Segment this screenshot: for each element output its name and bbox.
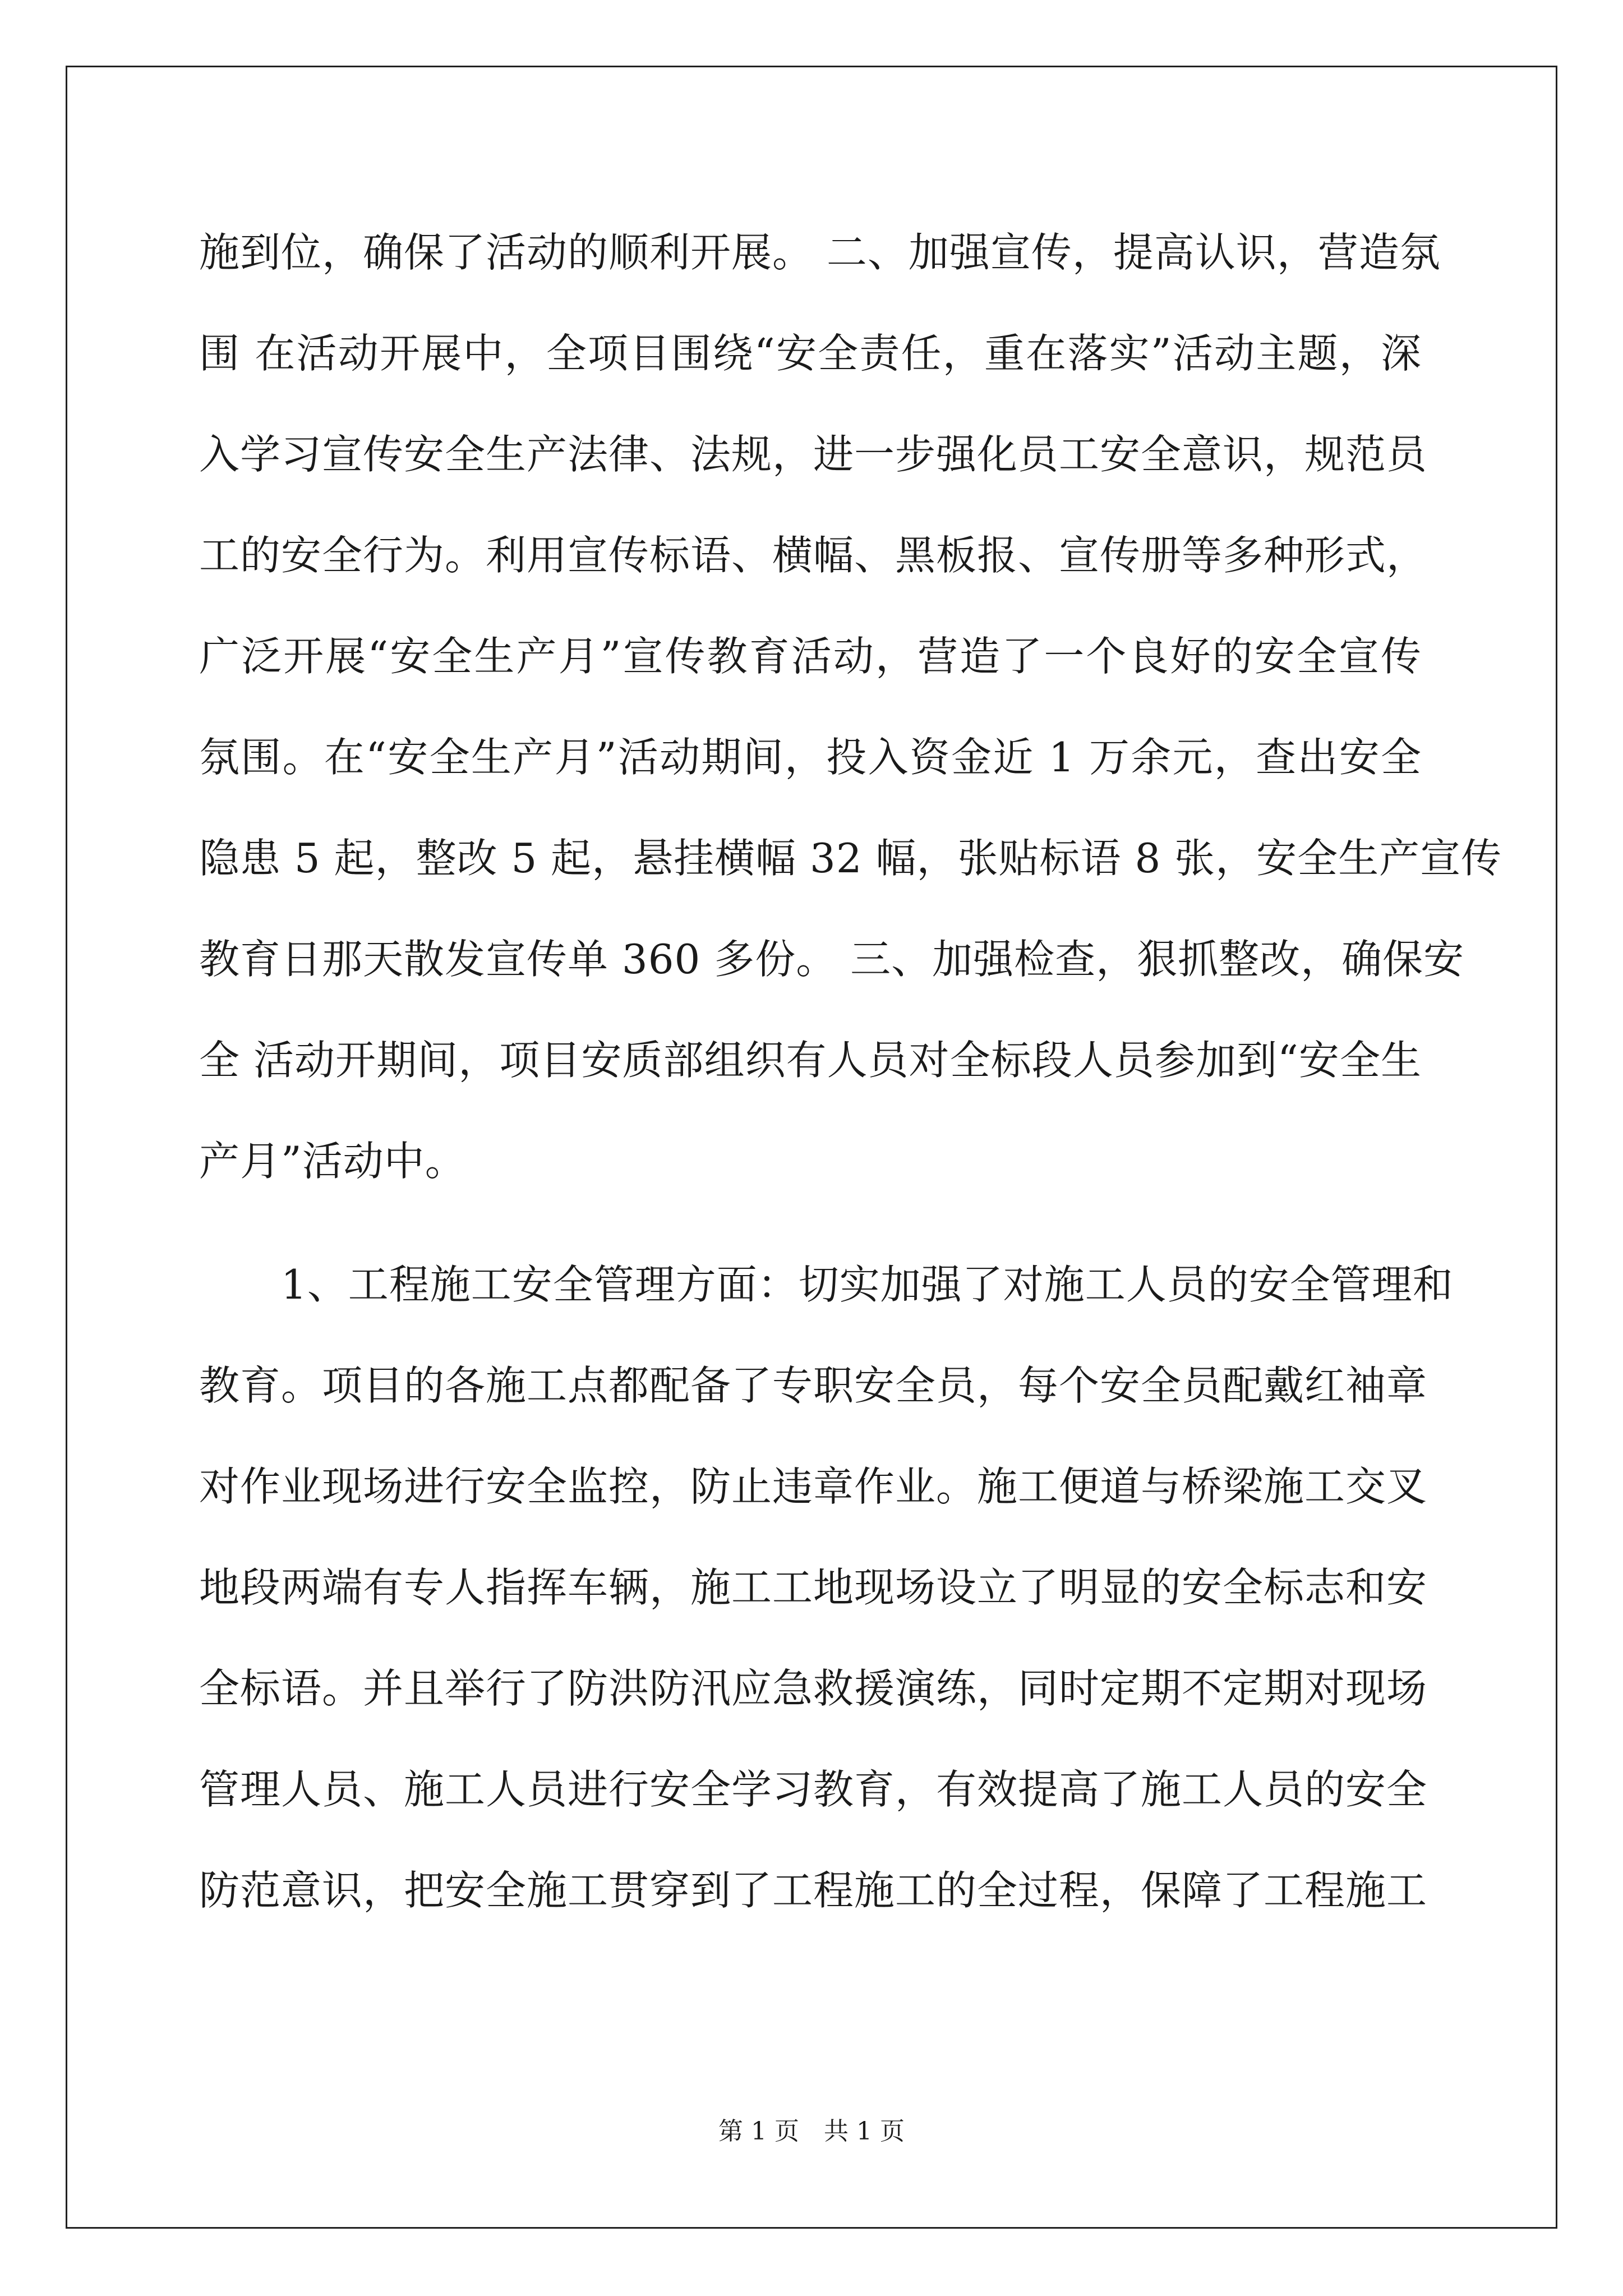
text-line: 防范意识，把安全施工贯穿到了工程施工的全过程，保障了工程施工	[199, 1867, 1428, 1914]
text-line: 地段两端有专人指挥车辆，施工工地现场设立了明显的安全标志和安	[199, 1564, 1428, 1611]
text-line: 氛围。在“安全生产月”活动期间，投入资金近 1 万余元，查出安全	[199, 734, 1422, 781]
text-line: 入学习宣传安全生产法律、法规，进一步强化员工安全意识，规范员	[199, 431, 1428, 478]
paragraph-2	[199, 1234, 1454, 1941]
text-line: 隐患 5 起，整改 5 起，悬挂横幅 32 幅，张贴标语 8 张，安全生产宣传	[199, 835, 1502, 882]
page-footer	[0, 2115, 1623, 2148]
text-line: 1、工程施工安全管理方面：切实加强了对施工人员的安全管理和	[199, 1261, 1454, 1308]
text-line: 产月”活动中。	[199, 1138, 466, 1185]
text-line: 围 在活动开展中，全项目围绕“安全责任，重在落实”活动主题，深	[199, 330, 1422, 377]
text-line: 管理人员、施工人员进行安全学习教育，有效提高了施工人员的安全	[199, 1766, 1428, 1813]
text-line: 对作业现场进行安全监控，防止违章作业。施工便道与桥梁施工交叉	[199, 1463, 1428, 1510]
text-line: 全标语。并且举行了防洪防汛应急救援演练，同时定期不定期对现场	[199, 1665, 1428, 1712]
text-line: 教育日那天散发宣传单 360 多份。 三、加强检查，狠抓整改，确保安	[199, 936, 1465, 983]
paragraph-1	[199, 202, 1502, 1212]
text-line: 施到位，确保了活动的顺利开展。 二、加强宣传，提高认识，营造氛	[199, 229, 1441, 276]
document-body	[199, 202, 1502, 1941]
text-line: 广泛开展“安全生产月”宣传教育活动，营造了一个良好的安全宣传	[199, 633, 1422, 680]
text-line: 全 活动开期间，项目安质部组织有人员对全标段人员参加到“安全生	[199, 1037, 1422, 1084]
text-line: 教育。项目的各施工点都配备了专职安全员，每个安全员配戴红袖章	[199, 1362, 1428, 1409]
paragraph-spacer	[199, 1212, 1422, 1234]
page-number: 第 1 页 共 1 页	[718, 2117, 905, 2146]
text-line: 工的安全行为。利用宣传标语、横幅、黑板报、宣传册等多种形式，	[199, 532, 1428, 579]
